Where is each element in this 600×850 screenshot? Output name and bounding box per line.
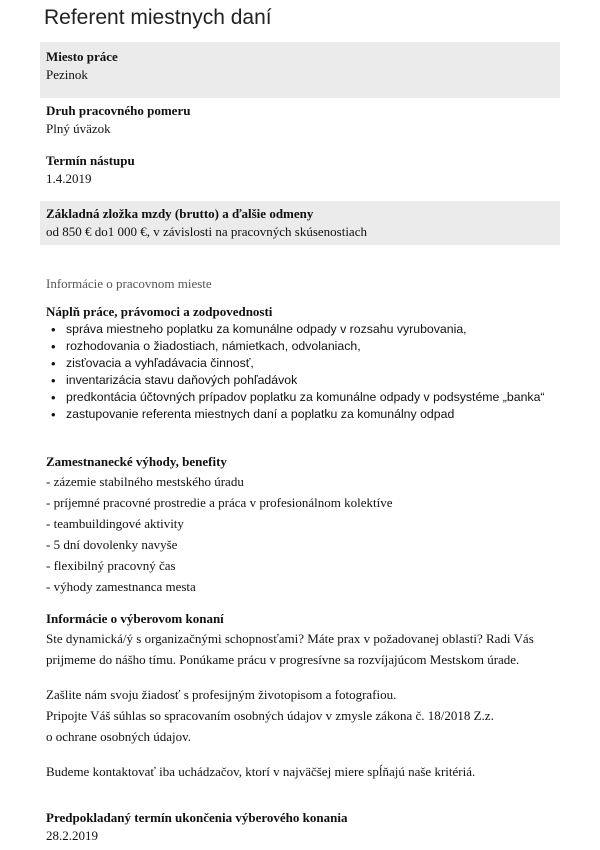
end-section <box>46 809 347 845</box>
duty-item: • zastupovanie referenta miestnych daní a poplatku za komunálny odpad <box>46 406 560 423</box>
start-label: Termín nástupu <box>46 153 135 168</box>
benefit-item: - výhody zamestnanca mesta <box>46 579 196 594</box>
duties-label: Náplň práce, právomoci a zodpovednosti <box>46 304 273 319</box>
salary-value: od 850 € do1 000 €, v závislosti na pracovných skúsenostiach <box>46 224 367 239</box>
end-value: 28.2.2019 <box>46 828 98 843</box>
selection-p2-line-2: Pripojte Váš súhlas so spracovaním osobných údajov v zmysle zákona č. 18/2018 Z.z. <box>46 708 494 723</box>
salary-section <box>46 205 367 241</box>
benefit-item: - príjemné pracovné prostredie a práca v profesionálnom kolektíve <box>46 495 393 510</box>
duty-item: • správa miestneho poplatku za komunálne odpady v rozsahu vyrubovania, <box>46 321 560 338</box>
selection-section <box>46 610 534 782</box>
place-value: Pezinok <box>46 67 88 82</box>
duties-section <box>46 303 560 423</box>
salary-label: Základná zložka mzdy (brutto) a ďalšie odmeny <box>46 206 314 221</box>
selection-paragraph-3: Budeme kontaktovať iba uchádzačov, ktorí v najväčšej miere spĺňajú naše kritériá. <box>46 764 476 779</box>
employment-section <box>46 102 190 138</box>
duty-item: • inventarizácia stavu daňových pohľadávok <box>46 372 560 389</box>
place-label: Miesto práce <box>46 49 118 64</box>
selection-p1-line-2: prijmeme do nášho tímu. Ponúkame prácu v progresívne sa rozvíjajúcom Mestskom úrade. <box>46 652 520 667</box>
duty-item: • zisťovacia a vyhľadávacia činnosť, <box>46 355 560 372</box>
duty-item: • rozhodovania o žiadostiach, námietkach, odvolaniach, <box>46 338 560 355</box>
benefits-list <box>46 471 393 597</box>
place-background <box>40 42 560 98</box>
duty-item: • predkontácia účtovných prípadov poplatku za komunálne odpady v podsystéme „banka“ <box>46 389 560 406</box>
info-heading: Informácie o pracovnom mieste <box>46 276 212 291</box>
benefits-section <box>46 453 393 597</box>
employment-label: Druh pracovného pomeru <box>46 103 191 118</box>
benefit-item: - 5 dní dovolenky navyše <box>46 537 178 552</box>
benefits-label: Zamestnanecké výhody, benefity <box>46 454 227 469</box>
selection-paragraph-2 <box>46 684 534 747</box>
selection-paragraph-1 <box>46 628 534 670</box>
selection-label: Informácie o výberovom konaní <box>46 611 224 626</box>
selection-p2-line-3: o ochrane osobných údajov. <box>46 729 192 744</box>
benefit-item: - teambuildingové aktivity <box>46 516 184 531</box>
duties-list <box>46 321 560 423</box>
place-section <box>46 48 118 84</box>
page-title: Referent miestnych daní <box>44 6 272 29</box>
selection-p1-line-1: Ste dynamická/ý s organizačnými schopnosťami? Máte prax v požadovanej oblasti? Radi Vás <box>46 631 534 646</box>
selection-p2-line-1: Zašlite nám svoju žiadosť s profesijným životopisom a fotografiou. <box>46 687 397 702</box>
employment-value: Plný úväzok <box>46 121 111 136</box>
benefit-item: - zázemie stabilného mestského úradu <box>46 474 244 489</box>
start-section <box>46 152 135 188</box>
end-label: Predpokladaný termín ukončenia výberového konania <box>46 810 348 825</box>
benefit-item: - flexibilný pracovný čas <box>46 558 176 573</box>
start-value: 1.4.2019 <box>46 171 92 186</box>
